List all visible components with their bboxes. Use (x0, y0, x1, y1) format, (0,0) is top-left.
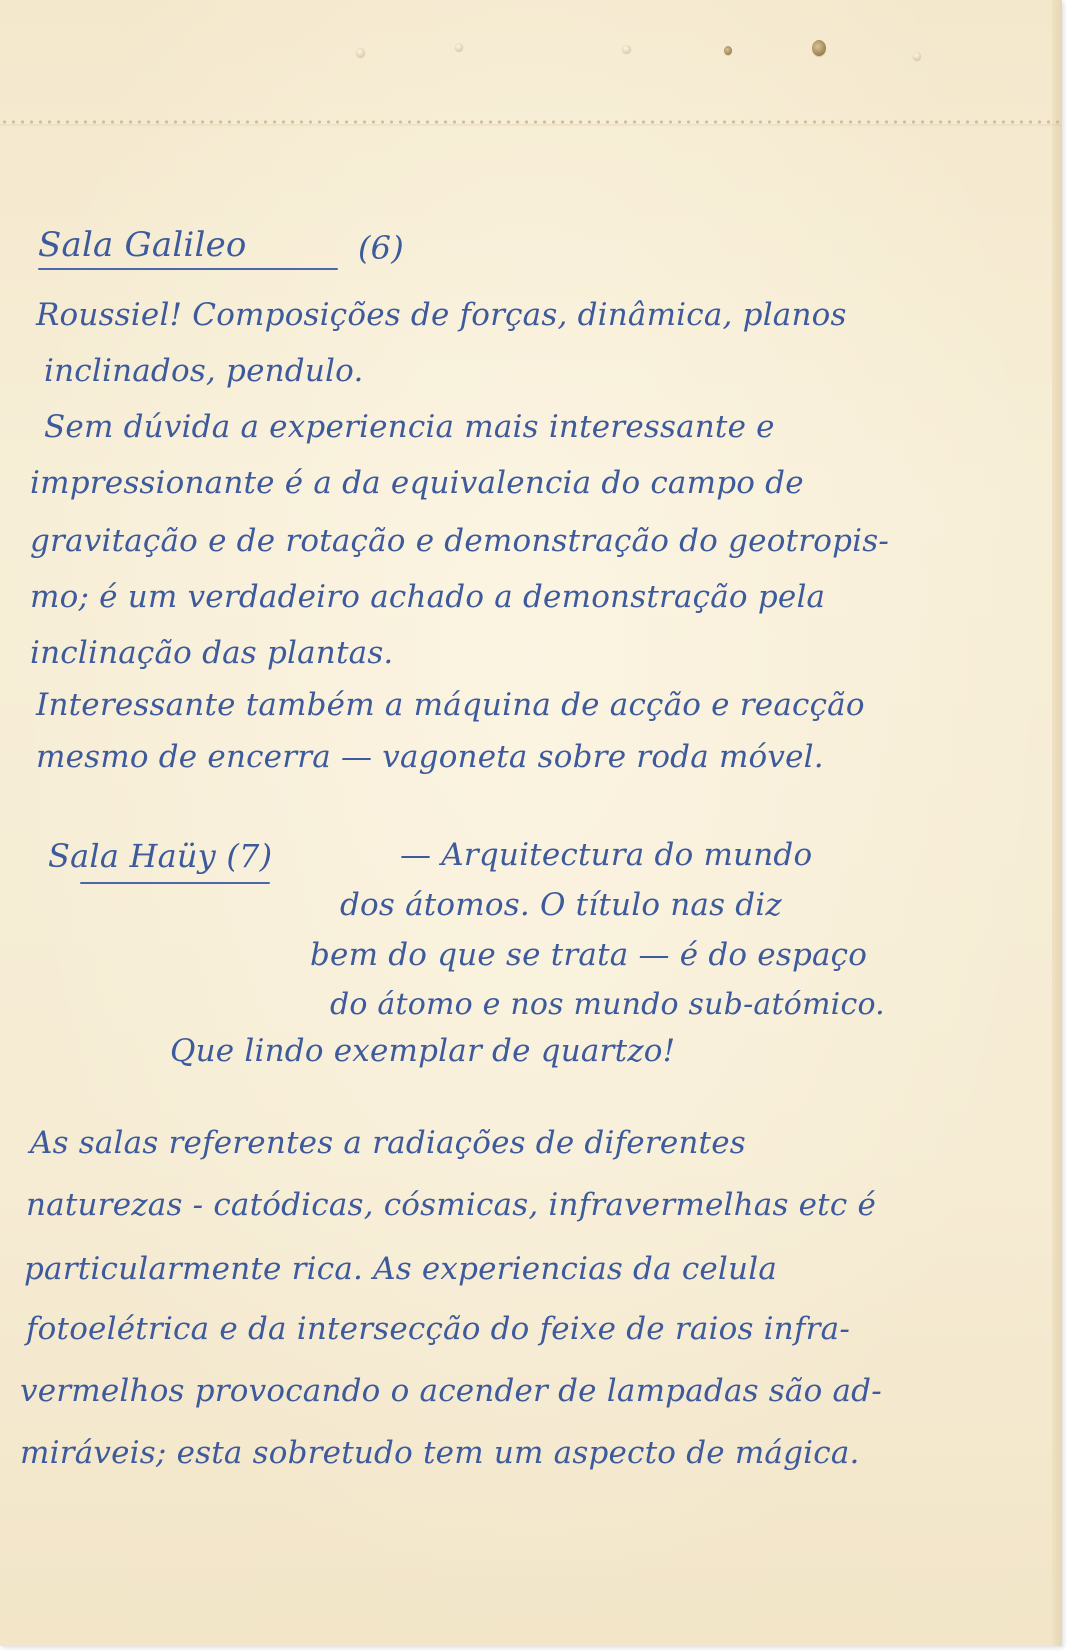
note-line: do átomo e nos mundo sub-atómico. (330, 987, 885, 1022)
heading-text: Sala Haüy (48, 837, 216, 875)
section-number-text: (6) (358, 229, 404, 267)
note-line: inclinados, pendulo. (44, 353, 364, 389)
section-heading-galileo (38, 225, 247, 265)
note-line: gravitação e de rotação e demonstração do geotropis- (30, 523, 890, 559)
heading-text: Sala Galileo (38, 225, 247, 265)
note-line: particularmente rica. As experiencias da celula (24, 1251, 778, 1287)
note-line: Que lindo exemplar de quartzo! (170, 1033, 676, 1069)
note-line: naturezas - catódicas, cósmicas, infravermelhas etc é (26, 1187, 876, 1223)
note-line: miráveis; esta sobretudo tem um aspecto de mágica. (20, 1435, 860, 1471)
heading-underline (80, 882, 270, 884)
note-line: inclinação das plantas. (30, 635, 394, 671)
note-line: vermelhos provocando o acender de lampadas são ad- (20, 1373, 882, 1409)
note-line: mesmo de encerra — vagoneta sobre roda móvel. (36, 739, 824, 775)
note-line: — Arquitectura do mundo (400, 837, 813, 873)
note-line: Interessante também a máquina de acção e reacção (36, 687, 865, 723)
section-number-text: (7) (226, 837, 273, 875)
heading-underline (38, 268, 338, 270)
note-line: As salas referentes a radiações de diferentes (30, 1125, 746, 1161)
section-number (358, 229, 404, 267)
note-line: Roussiel! Composições de forças, dinâmica, planos (36, 297, 847, 333)
note-line: bem do que se trata — é do espaço (310, 937, 868, 973)
note-line: dos átomos. O título nas diz (340, 887, 782, 923)
note-line: mo; é um verdadeiro achado a demonstração pela (30, 579, 826, 615)
note-line: impressionante é a da equivalencia do campo de (30, 465, 804, 501)
section-heading-hauy (48, 837, 273, 875)
note-line: fotoelétrica e da intersecção do feixe de raios infra- (26, 1311, 851, 1347)
note-line: Sem dúvida a experiencia mais interessante e (44, 409, 775, 445)
